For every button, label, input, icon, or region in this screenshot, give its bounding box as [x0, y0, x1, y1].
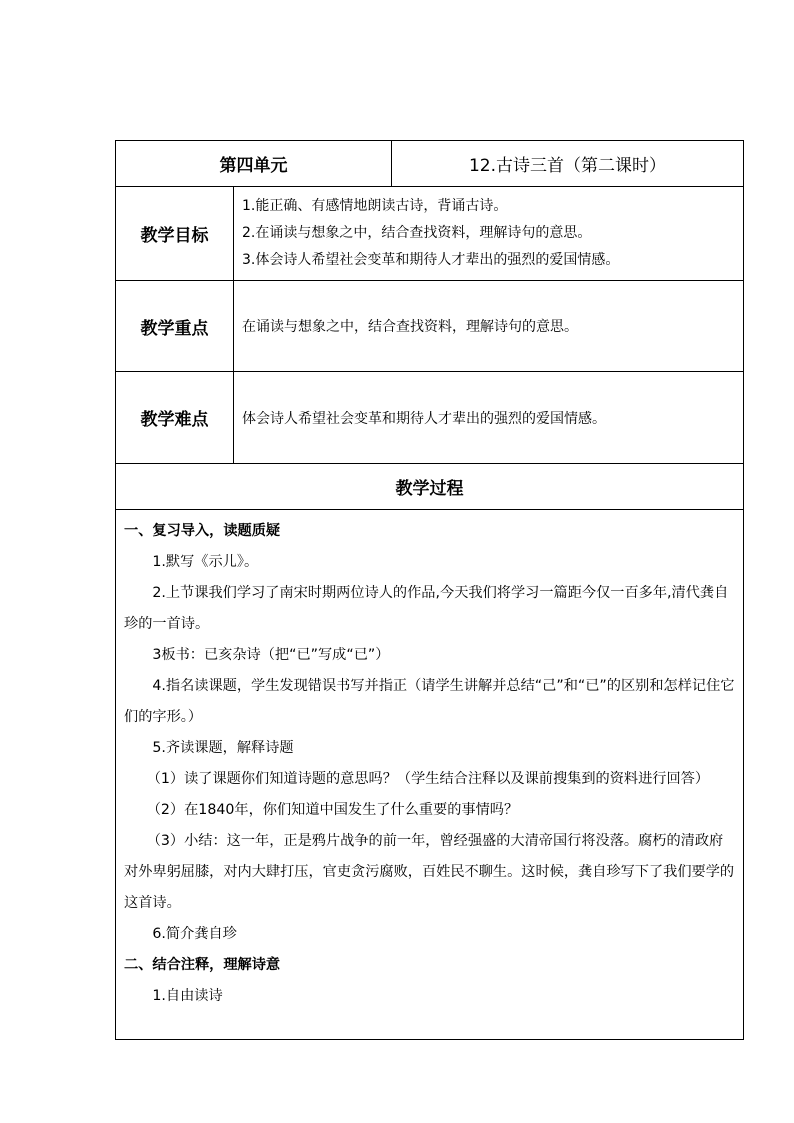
goal-item: 3.体会诗人希望社会变革和期待人才辈出的强烈的爱国情感。 — [242, 252, 620, 268]
paragraph: 1.自由读诗 — [152, 988, 223, 1004]
paragraph: 1.默写《示儿》。 — [152, 554, 259, 570]
paragraph: 2.上节课我们学习了南宋时期两位诗人的作品,今天我们将学习一篇距今仅一百多年,清代龚自珍的一首诗。 — [124, 585, 729, 632]
process-title-row — [116, 464, 744, 510]
process-content — [116, 510, 744, 1040]
process-title: 教学过程 — [116, 464, 744, 510]
goals-row — [116, 187, 744, 281]
lesson-plan-table — [115, 140, 744, 1040]
goal-item: 1.能正确、有感情地朗读古诗，背诵古诗。 — [242, 198, 508, 214]
paragraph: （1）读了课题你们知道诗题的意思吗？（学生结合注释以及课前搜集到的资料进行回答） — [146, 771, 710, 787]
paragraph: （3）小结：这一年，正是鸦片战争的前一年，曾经强盛的大清帝国行将没落。腐朽的清政府对外卑躬屈膝，对内大肆打压，官吏贪污腐败，百姓民不聊生。这时候，龚自珍写下了我们要学的这首诗。 — [124, 833, 735, 911]
section-heading: 一、复习导入，读题质疑 — [124, 523, 281, 539]
difficulties-label: 教学难点 — [116, 372, 234, 464]
header-row — [116, 141, 744, 187]
paragraph: 6.简介龚自珍 — [152, 926, 237, 942]
difficulties-text: 体会诗人希望社会变革和期待人才辈出的强烈的爱国情感。 — [234, 372, 744, 464]
goals-content — [234, 187, 744, 281]
key-points-row — [116, 281, 744, 372]
key-points-label: 教学重点 — [116, 281, 234, 372]
goals-label: 教学目标 — [116, 187, 234, 281]
process-row — [116, 510, 744, 1040]
difficulties-row — [116, 372, 744, 464]
lesson-title-cell: 12.古诗三首（第二课时） — [392, 141, 744, 187]
paragraph: 4.指名读课题，学生发现错误书写并指正（请学生讲解并总结“己”和“已”的区别和怎样记住它们的字形。） — [124, 678, 735, 725]
paragraph: 3板书：已亥杂诗（把“已”写成“已”） — [152, 647, 390, 663]
paragraph: （2）在1840年，你们知道中国发生了什么重要的事情吗？ — [146, 802, 519, 818]
key-points-text: 在诵读与想象之中，结合查找资料，理解诗句的意思。 — [234, 281, 744, 372]
paragraph: 5.齐读课题，解释诗题 — [152, 740, 294, 756]
section-heading: 二、结合注释，理解诗意 — [124, 957, 281, 973]
unit-cell: 第四单元 — [116, 141, 392, 187]
goal-item: 2.在诵读与想象之中，结合查找资料，理解诗句的意思。 — [242, 225, 592, 241]
